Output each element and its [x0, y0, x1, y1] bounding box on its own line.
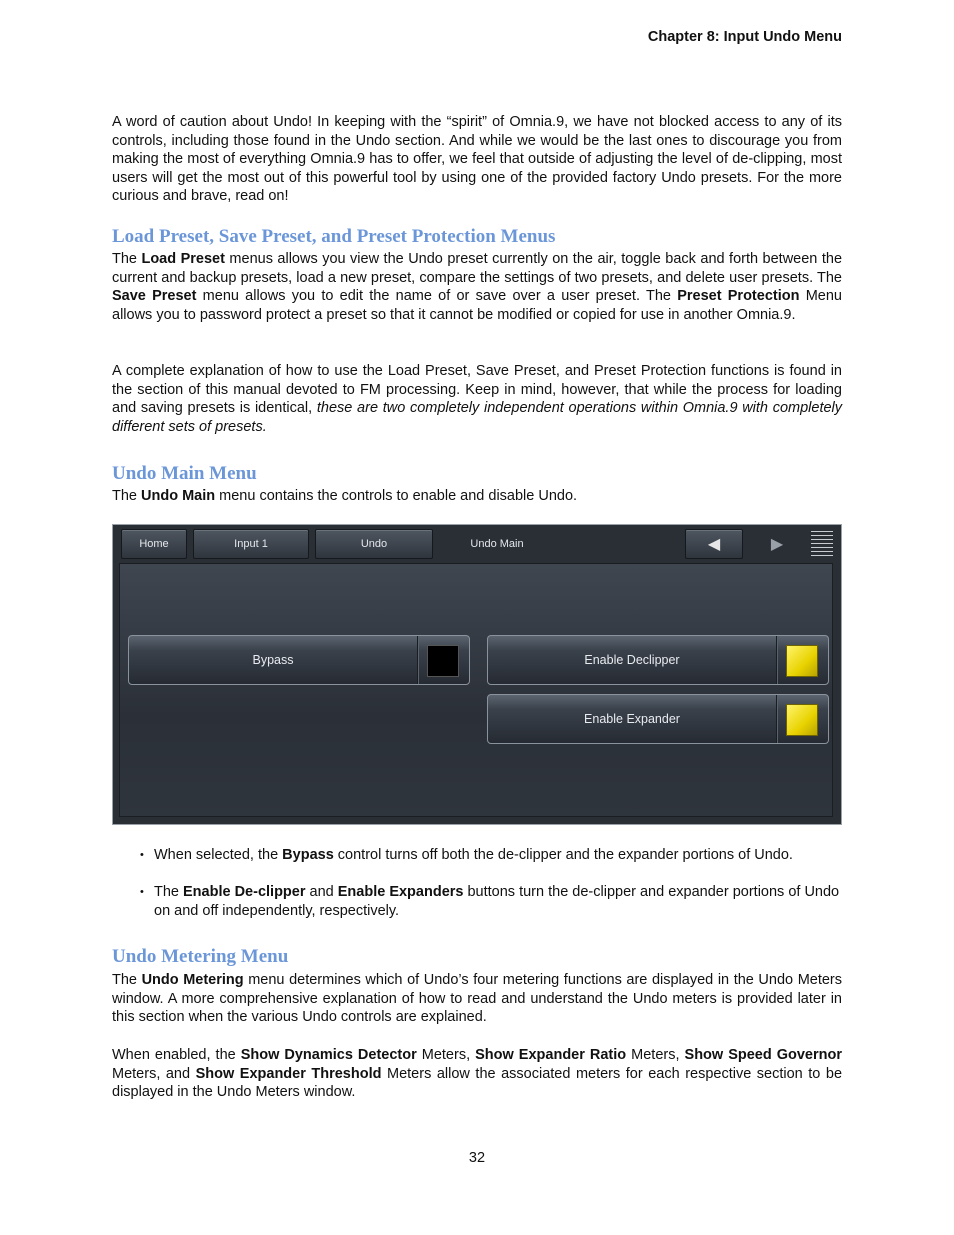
- presets-paragraph-2: A complete explanation of how to use the Load Preset, Save Preset, and Preset Protection functions is found in the section of this manual devoted to FM processing. Keep in mind, however, that while the process for loading and saving presets is identical, these are two completely independent operations within Omnia.9 with completely different sets of presets.: [112, 363, 843, 435]
- divider: [776, 695, 777, 743]
- intro-paragraph: A word of caution about Undo! In keeping with the “spirit” of Omnia.9, we have not blocked access to any of its controls, including those found in the Undo section. And while we would be the last ones to discourage you from making the most of everything Omnia.9 has to offer, we feel that outside of adjusting the level of de-clipping, most users will get the most out of this powerful tool by using one of the provided factory Undo presets. For the more curious and brave, read on!: [112, 114, 842, 205]
- nav-home-button[interactable]: Home: [121, 529, 187, 559]
- page-number: 32: [468, 1150, 486, 1166]
- declipper-indicator: [786, 645, 818, 677]
- nav-title: Undo Main: [470, 538, 524, 550]
- undo-main-panel: [119, 563, 833, 817]
- section-heading-undo-main: Undo Main Menu: [112, 463, 257, 484]
- section-heading-undo-metering: Undo Metering Menu: [112, 946, 289, 967]
- nav-back-button[interactable]: [685, 529, 743, 559]
- expander-label: Enable Expander: [584, 712, 680, 726]
- nav-bar: [119, 527, 835, 559]
- nav-input-button[interactable]: Input 1: [193, 529, 309, 559]
- enable-expander-button[interactable]: [487, 694, 829, 744]
- enable-declipper-button[interactable]: [487, 635, 829, 685]
- bypass-button[interactable]: [128, 635, 470, 685]
- chapter-header: Chapter 8: Input Undo Menu: [647, 29, 842, 45]
- declipper-label: Enable Declipper: [584, 653, 680, 667]
- metering-paragraph-1: The Undo Metering menu determines which of Undo’s four metering functions are displayed in the Undo Meters window. A more comprehensive explanation of how to read and understand the Undo meters is provided later in this section when the various Undo controls are explained.: [112, 972, 843, 1026]
- arrow-right-icon: ▶: [770, 536, 784, 553]
- bullet-enable-buttons: • The Enable De-clipper and Enable Expanders buttons turn the de-clipper and expander portions of Undo on and off independently, respectively.: [140, 883, 856, 920]
- divider: [417, 636, 418, 684]
- undo-main-paragraph: The Undo Main menu contains the controls to enable and disable Undo.: [112, 488, 578, 504]
- bypass-label: Bypass: [252, 653, 294, 667]
- bullet-bypass: • When selected, the Bypass control turns off both the de-clipper and the expander portions of Undo.: [140, 846, 856, 865]
- section-heading-presets: Load Preset, Save Preset, and Preset Protection Menus: [112, 226, 556, 247]
- menu-icon[interactable]: [811, 531, 833, 557]
- nav-undo-button[interactable]: Undo: [315, 529, 433, 559]
- arrow-left-icon: ◀: [707, 536, 721, 553]
- nav-forward-button[interactable]: [749, 529, 805, 559]
- expander-indicator: [786, 704, 818, 736]
- presets-paragraph-1: The Load Preset menus allows you view the Undo preset currently on the air, toggle back and forth between the current and backup presets, load a new preset, compare the settings of two presets, and delete user presets. The Save Preset menu allows you to edit the name of or save over a user preset. The Preset Protection Menu allows you to password protect a preset so that it cannot be modified or copied for use in another Omnia.9.: [112, 251, 843, 323]
- undo-main-screenshot: [112, 524, 842, 825]
- divider: [776, 636, 777, 684]
- bypass-indicator: [427, 645, 459, 677]
- metering-paragraph-2: When enabled, the Show Dynamics Detector Meters, Show Expander Ratio Meters, Show Speed Governor Meters, and Show Expander Threshold Meters allow the associated meters for each respective section to be displayed in the Undo Meters window.: [112, 1047, 843, 1101]
